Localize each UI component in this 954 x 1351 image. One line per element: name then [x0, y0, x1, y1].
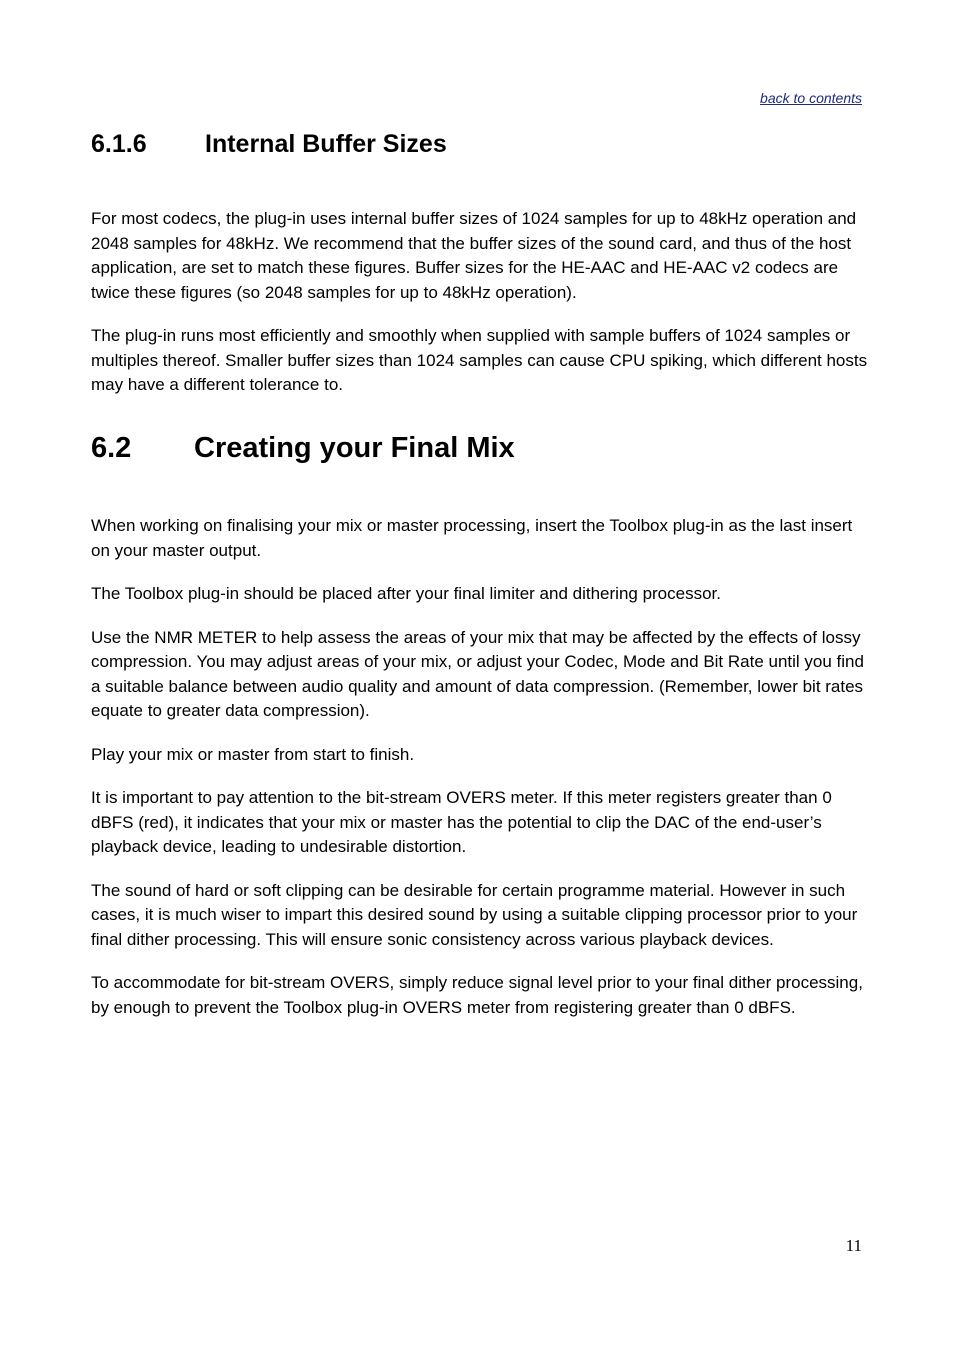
- section-6-1-6: [91, 129, 871, 159]
- section-number: 6.2: [91, 432, 132, 464]
- paragraph: Use the NMR METER to help assess the areas of your mix that may be affected by the effects of lossy compression. You may adjust areas of your mix, or adjust your Codec, Mode and Bit Rate until you find a suitable balance between audio quality and amount of data compression. (Remember, lower bit rates equate to greater data compression).: [91, 627, 864, 720]
- section-title: Creating your Final Mix: [194, 432, 515, 464]
- paragraph: The Toolbox plug-in should be placed after your final limiter and dithering processor.: [91, 584, 721, 603]
- paragraph: The plug-in runs most efficiently and smoothly when supplied with sample buffers of 1024 samples or multiples thereof. Smaller buffer sizes than 1024 samples can cause CPU spiking, which different hosts may have a different tolerance to.: [91, 326, 868, 394]
- paragraph: For most codecs, the plug-in uses internal buffer sizes of 1024 samples for up to 48kHz operation and 2048 samples for 48kHz. We recommend that the buffer sizes of the sound card, and thus of the host application, are set to match these figures. Buffer sizes for the HE-AAC and HE-AAC v2 codecs are twice these figures (so 2048 samples for up to 48kHz operation).: [91, 209, 857, 302]
- paragraph: Play your mix or master from start to finish.: [91, 744, 415, 764]
- paragraph: When working on finalising your mix or master processing, insert the Toolbox plug-in as the last insert on your master output.: [91, 516, 853, 560]
- paragraph: It is important to pay attention to the bit-stream OVERS meter. If this meter registers greater than 0 dBFS (red), it indicates that your mix or master has the potential to clip the DAC of the end-user’s playback device, leading to undesirable distortion.: [91, 788, 832, 856]
- section-heading-6-1-6: [91, 129, 871, 159]
- section-6-2: [91, 431, 871, 465]
- paragraph: To accommodate for bit-stream OVERS, simply reduce signal level prior to your final dither processing, by enough to prevent the Toolbox plug-in OVERS meter from registering greater than 0 dBFS.: [91, 973, 863, 1017]
- paragraph: The sound of hard or soft clipping can be desirable for certain programme material. However in such cases, it is much wiser to impart this desired sound by using a suitable clipping processor prior to your final dither processing. This will ensure sonic consistency across various playback devices.: [91, 880, 858, 949]
- section-6-1-6-body: [91, 207, 871, 417]
- section-6-2-body: [91, 514, 871, 1039]
- section-title: Internal Buffer Sizes: [205, 130, 447, 158]
- page-number: 11: [845, 1236, 862, 1255]
- section-number: 6.1.6: [91, 130, 147, 158]
- section-heading-6-2: [91, 431, 871, 465]
- back-to-contents-link[interactable]: back to contents: [760, 90, 862, 106]
